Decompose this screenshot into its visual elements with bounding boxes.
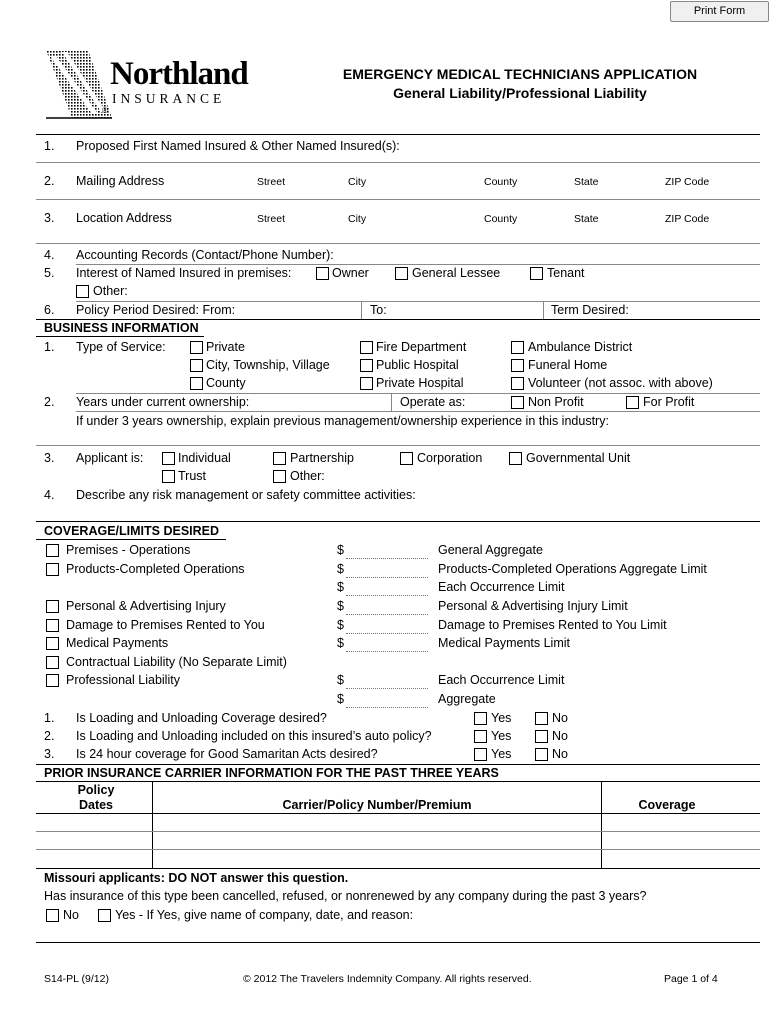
professional-aggregate-field[interactable] [346, 707, 428, 708]
products-aggregate-field[interactable] [346, 577, 428, 578]
mailing-state-label: State [574, 176, 599, 188]
bq1-num: 1. [44, 340, 55, 354]
applicant-other-label: Other: [290, 469, 325, 483]
q5-num: 5. [44, 266, 55, 280]
northland-logo [44, 48, 248, 120]
risk-management-label: Describe any risk management or safety committee activities: [76, 488, 416, 502]
page-number: Page 1 of 4 [664, 973, 718, 985]
years-ownership-label: Years under current ownership: [76, 395, 250, 409]
cq-num: 2. [44, 729, 55, 743]
location-city-label: City [348, 213, 367, 225]
funeral-home-label: Funeral Home [528, 358, 608, 372]
medical-payments-label: Medical Payments [66, 636, 169, 650]
dollar-sign: $ [337, 618, 344, 632]
volunteer-checkbox[interactable] [511, 377, 524, 390]
q4-num: 4. [44, 248, 55, 262]
dollar-sign: $ [337, 543, 344, 557]
form-number: S14-PL (9/12) [44, 973, 109, 985]
limit-label: Each Occurrence Limit [438, 673, 565, 687]
non-profit-checkbox[interactable] [511, 396, 524, 409]
coverage-heading: COVERAGE/LIMITS DESIRED [44, 524, 220, 538]
tenant-checkbox[interactable] [530, 267, 543, 280]
private-hospital-label: Private Hospital [376, 376, 464, 390]
professional-each-occurrence-field[interactable] [346, 688, 428, 689]
cq-num: 1. [44, 711, 55, 725]
term-desired-label: Term Desired: [551, 303, 629, 317]
each-occurrence-field[interactable] [346, 595, 428, 596]
premises-operations-checkbox[interactable] [46, 544, 59, 557]
mailing-county-label: County [484, 176, 518, 188]
governmental-unit-checkbox[interactable] [509, 452, 522, 465]
operate-as-label: Operate as: [400, 395, 466, 409]
print-form-button[interactable]: Print Form [670, 1, 769, 22]
q1-label: Proposed First Named Insured & Other Named Insured(s): [76, 139, 400, 153]
prior-insurance-heading: PRIOR INSURANCE CARRIER INFORMATION FOR THE PAST THREE YEARS [44, 766, 499, 780]
cq-num: 3. [44, 747, 55, 761]
no-label: No [552, 729, 568, 743]
missouri-heading: Missouri applicants: DO NOT answer this question. [44, 871, 349, 885]
yes-label: Yes [491, 711, 512, 725]
products-completed-checkbox[interactable] [46, 563, 59, 576]
yes-label: Yes [491, 747, 512, 761]
bq2-num: 2. [44, 395, 55, 409]
private-hospital-checkbox[interactable] [360, 377, 373, 390]
cancellation-no-label: No [63, 908, 79, 922]
dollar-sign: $ [337, 636, 344, 650]
ownership-explain-label: If under 3 years ownership, explain previous management/ownership experience in this industry: [76, 414, 609, 428]
loading-coverage-question: Is Loading and Unloading Coverage desired? [76, 711, 327, 725]
interest-label: Interest of Named Insured in premises: [76, 266, 292, 280]
location-state-label: State [574, 213, 599, 225]
county-label: County [206, 376, 246, 390]
logo-sub-text: INSURANCE [112, 91, 226, 106]
accounting-records-label: Accounting Records (Contact/Phone Number): [76, 248, 334, 262]
limit-label: Aggregate [438, 692, 496, 706]
ambulance-district-label: Ambulance District [528, 340, 633, 354]
location-county-label: County [484, 213, 518, 225]
private-label: Private [206, 340, 245, 354]
damage-premises-checkbox[interactable] [46, 619, 59, 632]
personal-advertising-label: Personal & Advertising Injury [66, 599, 226, 613]
general-lessee-checkbox[interactable] [395, 267, 408, 280]
copyright: © 2012 The Travelers Indemnity Company. All rights reserved. [243, 973, 532, 985]
policy-period-from-label: Policy Period Desired: From: [76, 303, 236, 317]
limit-label: Medical Payments Limit [438, 636, 570, 650]
bq3-num: 3. [44, 451, 55, 465]
carrier-header: Carrier/Policy Number/Premium [282, 798, 472, 812]
loading-auto-yes-checkbox[interactable] [474, 730, 487, 743]
good-samaritan-question: Is 24 hour coverage for Good Samaritan Acts desired? [76, 747, 378, 761]
policy-dates-header: Dates [78, 798, 114, 812]
owner-checkbox[interactable] [316, 267, 329, 280]
bq4-num: 4. [44, 488, 55, 502]
cancellation-yes-label: Yes - If Yes, give name of company, date, and reason: [115, 908, 414, 922]
limit-label: Products-Completed Operations Aggregate Limit [438, 562, 707, 576]
trust-checkbox[interactable] [162, 470, 175, 483]
no-label: No [552, 747, 568, 761]
dollar-sign: $ [337, 692, 344, 706]
tenant-label: Tenant [547, 266, 585, 280]
good-samaritan-no-checkbox[interactable] [535, 748, 548, 761]
partnership-checkbox[interactable] [273, 452, 286, 465]
volunteer-label: Volunteer (not assoc. with above) [528, 376, 713, 390]
mailing-zip-label: ZIP Code [665, 176, 710, 188]
mailing-city-label: City [348, 176, 367, 188]
good-samaritan-yes-checkbox[interactable] [474, 748, 487, 761]
mailing-street-label: Street [257, 176, 286, 188]
yes-label: Yes [491, 729, 512, 743]
loading-auto-no-checkbox[interactable] [535, 730, 548, 743]
partnership-label: Partnership [290, 451, 354, 465]
professional-liability-checkbox[interactable] [46, 674, 59, 687]
damage-premises-label: Damage to Premises Rented to You [66, 618, 265, 632]
page-title: EMERGENCY MEDICAL TECHNICIANS APPLICATION [342, 66, 698, 82]
public-hospital-label: Public Hospital [376, 358, 459, 372]
governmental-unit-label: Governmental Unit [526, 451, 631, 465]
professional-liability-label: Professional Liability [66, 673, 180, 687]
limit-label: Damage to Premises Rented to You Limit [438, 618, 667, 632]
medical-payments-field[interactable] [346, 651, 428, 652]
business-info-heading: BUSINESS INFORMATION [44, 321, 199, 335]
individual-checkbox[interactable] [162, 452, 175, 465]
cancellation-yes-checkbox[interactable] [98, 909, 111, 922]
q1-num: 1. [44, 139, 55, 153]
q3-num: 3. [44, 211, 55, 225]
policy-period-to-label: To: [370, 303, 387, 317]
general-lessee-label: General Lessee [412, 266, 501, 280]
corporation-label: Corporation [417, 451, 483, 465]
limit-label: Each Occurrence Limit [438, 580, 565, 594]
dollar-sign: $ [337, 599, 344, 613]
personal-advertising-checkbox[interactable] [46, 600, 59, 613]
policy-dates-header: Policy [77, 783, 115, 797]
location-street-label: Street [257, 213, 286, 225]
individual-label: Individual [178, 451, 231, 465]
medical-payments-checkbox[interactable] [46, 637, 59, 650]
page-subtitle: General Liability/Professional Liability [393, 85, 647, 101]
personal-advertising-field[interactable] [346, 614, 428, 615]
for-profit-checkbox[interactable] [626, 396, 639, 409]
premises-operations-label: Premises - Operations [66, 543, 191, 557]
contractual-liability-checkbox[interactable] [46, 656, 59, 669]
products-completed-label: Products-Completed Operations [66, 562, 245, 576]
funeral-home-checkbox[interactable] [511, 359, 524, 372]
city-township-checkbox[interactable] [190, 359, 203, 372]
county-checkbox[interactable] [190, 377, 203, 390]
fire-department-label: Fire Department [376, 340, 467, 354]
owner-label: Owner [332, 266, 369, 280]
table-row [36, 831, 760, 832]
general-aggregate-field[interactable] [346, 558, 428, 559]
interest-other-checkbox[interactable] [76, 285, 89, 298]
cancellation-no-checkbox[interactable] [46, 909, 59, 922]
dollar-sign: $ [337, 562, 344, 576]
fire-department-checkbox[interactable] [360, 341, 373, 354]
q2-num: 2. [44, 174, 55, 188]
damage-premises-field[interactable] [346, 633, 428, 634]
dollar-sign: $ [337, 673, 344, 687]
logo-registered-mark: ® [102, 106, 108, 115]
limit-label: General Aggregate [438, 543, 543, 557]
mailing-address-label: Mailing Address [76, 174, 165, 188]
applicant-other-checkbox[interactable] [273, 470, 286, 483]
loading-auto-question: Is Loading and Unloading included on this insured’s auto policy? [76, 729, 432, 743]
applicant-is-label: Applicant is: [76, 451, 144, 465]
private-checkbox[interactable] [190, 341, 203, 354]
interest-other-label: Other: [93, 284, 128, 298]
contractual-liability-label: Contractual Liability (No Separate Limit) [66, 655, 287, 669]
trust-label: Trust [178, 469, 207, 483]
location-zip-label: ZIP Code [665, 213, 710, 225]
public-hospital-checkbox[interactable] [360, 359, 373, 372]
loading-coverage-no-checkbox[interactable] [535, 712, 548, 725]
cancellation-question: Has insurance of this type been cancelled, refused, or nonrenewed by any company during the past 3 years? [44, 889, 647, 903]
non-profit-label: Non Profit [528, 395, 584, 409]
type-of-service-label: Type of Service: [76, 340, 166, 354]
limit-label: Personal & Advertising Injury Limit [438, 599, 628, 613]
ambulance-district-checkbox[interactable] [511, 341, 524, 354]
no-label: No [552, 711, 568, 725]
coverage-header: Coverage [638, 798, 696, 812]
q6-num: 6. [44, 303, 55, 317]
loading-coverage-yes-checkbox[interactable] [474, 712, 487, 725]
for-profit-label: For Profit [643, 395, 695, 409]
corporation-checkbox[interactable] [400, 452, 413, 465]
table-row [36, 849, 760, 850]
location-address-label: Location Address [76, 211, 172, 225]
logo-brand-text: Northland [110, 56, 248, 92]
city-township-label: City, Township, Village [206, 358, 330, 372]
dollar-sign: $ [337, 580, 344, 594]
